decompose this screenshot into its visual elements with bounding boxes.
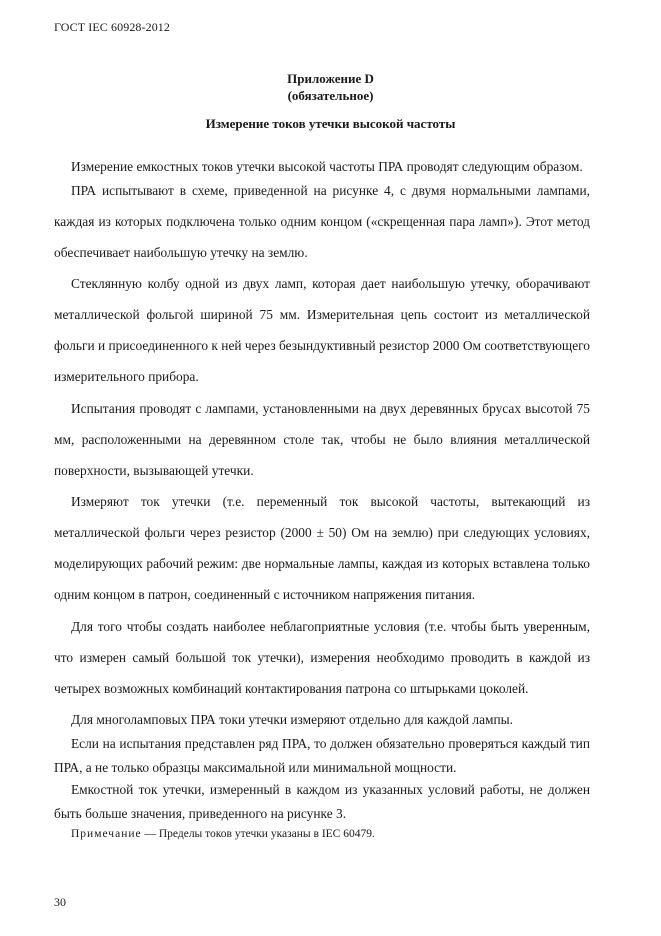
note-text: — Пределы токов утечки указаны в IEC 60479. bbox=[141, 828, 375, 840]
note bbox=[71, 828, 375, 840]
paragraph-8: Если на испытания представлен ряд ПРА, то должен обязательно проверяться каждый тип ПРА, а не только образцы максимальной или минимальной мощности. bbox=[54, 736, 590, 775]
appendix-status: (обязательное) bbox=[287, 88, 374, 103]
standard-header: ГОСТ IEC 60928-2012 bbox=[54, 20, 171, 34]
page-number: 30 bbox=[54, 895, 66, 909]
appendix-title: Приложение D bbox=[287, 71, 374, 86]
paragraph-6: Для того чтобы создать наиболее неблагоприятные условия (т.е. чтобы быть уверенным, что измерен самый большой ток утечки), измерения необходимо проводить в каждой из четырех возможных комбинаций контактирования патрона со штырьками цоколей. bbox=[54, 619, 590, 696]
paragraph-4: Испытания проводят с лампами, установленными на двух деревянных брусах высотой 75 мм, расположенными на деревянном столе так, чтобы не было влияния металлической поверхности, вызывающей утечки. bbox=[54, 401, 590, 478]
paragraph-1: Измерение емкостных токов утечки высокой частоты ПРА проводят следующим образом. bbox=[71, 159, 583, 174]
paragraph-7: Для многоламповых ПРА токи утечки измеряют отдельно для каждой лампы. bbox=[71, 712, 514, 727]
paragraph-3: Стеклянную колбу одной из двух ламп, которая дает наибольшую утечку, оборачивают металлической фольгой шириной 75 мм. Измерительная цепь состоит из металлической фольги и присоединенного к ней через безындуктивный резистор 2000 Ом соответствующего измерительного прибора. bbox=[54, 276, 590, 384]
section-title: Измерение токов утечки высокой частоты bbox=[205, 116, 456, 131]
appendix-heading bbox=[0, 70, 661, 104]
paragraph-5: Измеряют ток утечки (т.е. переменный ток высокой частоты, вытекающий из металлической фольги через резистор (2000 ± 50) Ом на землю) при следующих условиях, моделирующих рабочий режим: две нормальные лампы, каждая из которых вставлена только одним концом в патрон, соединенный с источником напряжения питания. bbox=[54, 494, 590, 602]
paragraph-9: Емкостной ток утечки, измеренный в каждом из указанных условий работы, не должен быть больше значения, приведенного на рисунке 3. bbox=[54, 782, 590, 821]
paragraph-2: ПРА испытывают в схеме, приведенной на рисунке 4, с двумя нормальными лампами, каждая из которых подключена только одним концом («скрещенная пара ламп»). Этот метод обеспечивает наибольшую утечку на землю. bbox=[54, 183, 590, 260]
note-label: Примечание bbox=[71, 828, 142, 840]
